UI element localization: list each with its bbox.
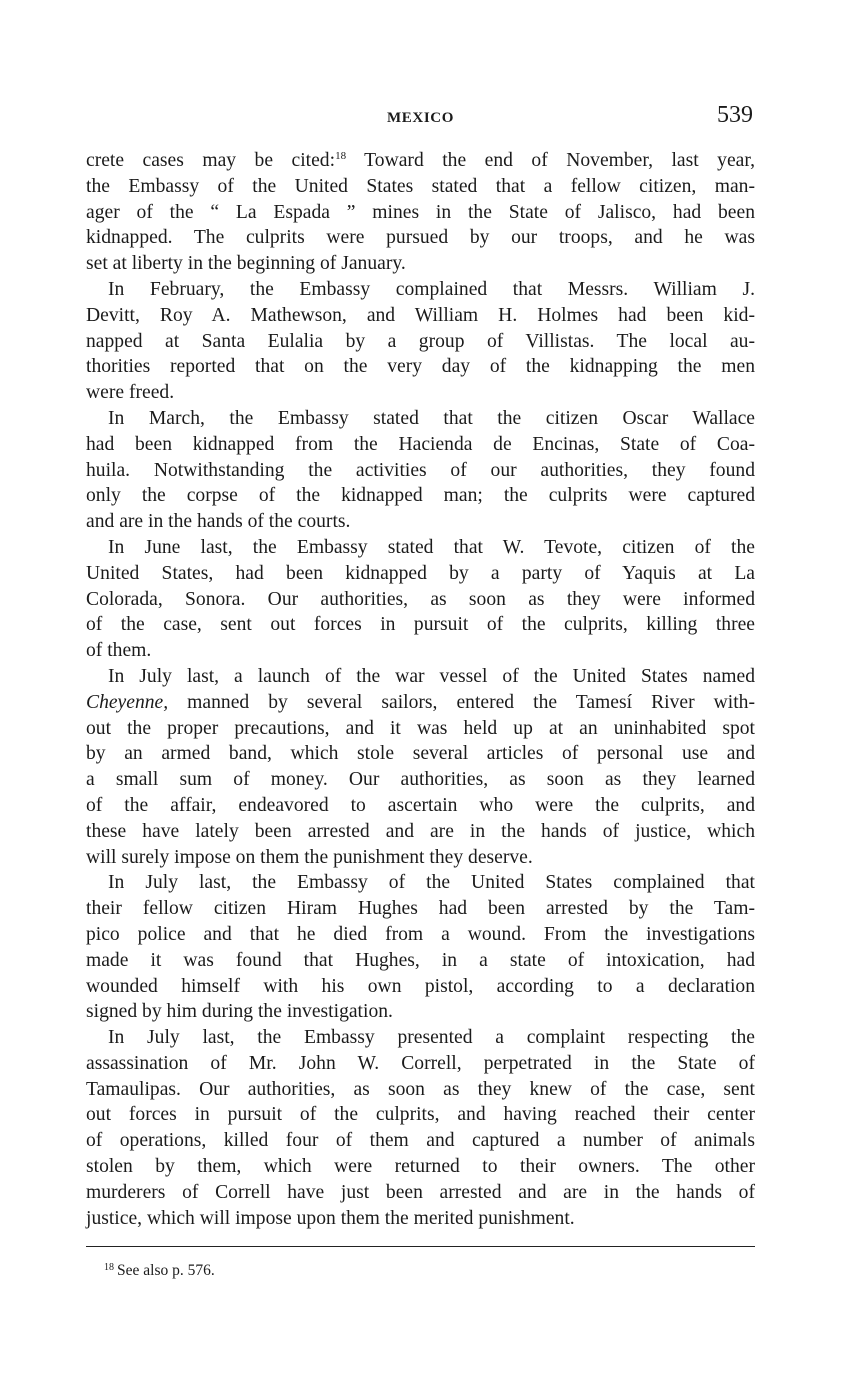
text-line: out the proper precautions, and it was held up at an uninhabited spot bbox=[86, 717, 755, 739]
text-line: a small sum of money. Our authorities, as soon as they learned bbox=[86, 769, 755, 791]
text-line: set at liberty in the beginning of January. bbox=[86, 253, 406, 275]
text-line: thorities reported that on the very day of the kidnapping the men bbox=[86, 356, 755, 378]
text-line: napped at Santa Eulalia by a group of Villistas. The local au- bbox=[86, 330, 755, 352]
footnote-reference: 18 bbox=[335, 150, 347, 162]
vessel-name: Cheyenne, bbox=[86, 691, 169, 713]
text-line: signed by him during the investigation. bbox=[86, 1001, 393, 1023]
text-span: manned by several sailors, entered the Tamesí River with- bbox=[168, 691, 755, 713]
text-line: by an armed band, which stole several articles of personal use and bbox=[86, 743, 755, 765]
text-line: In July last, the Embassy presented a complaint respecting the bbox=[108, 1027, 755, 1049]
text-line: made it was found that Hughes, in a state of intoxication, had bbox=[86, 949, 755, 971]
text-line: In February, the Embassy complained that Messrs. William J. bbox=[108, 278, 755, 300]
text-line: pico police and that he died from a wound. From the investigations bbox=[86, 923, 755, 945]
text-line: only the corpse of the kidnapped man; the culprits were captured bbox=[86, 485, 755, 507]
text-line bbox=[86, 148, 755, 174]
text-line: wounded himself with his own pistol, according to a declaration bbox=[86, 975, 755, 997]
text-line: of the affair, endeavored to ascertain who were the culprits, and bbox=[86, 794, 755, 816]
paragraph-7 bbox=[86, 1025, 755, 1231]
text-line: were freed. bbox=[86, 382, 175, 404]
text-line: justice, which will impose upon them the merited punishment. bbox=[86, 1207, 575, 1229]
text-line: Devitt, Roy A. Mathewson, and William H. Holmes had been kid- bbox=[86, 304, 755, 326]
text-line: Colorada, Sonora. Our authorities, as soon as they were informed bbox=[86, 588, 755, 610]
text-line: will surely impose on them the punishment they deserve. bbox=[86, 846, 533, 868]
text-line: of the case, sent out forces in pursuit of the culprits, killing three bbox=[86, 614, 755, 636]
text-span: crete cases may be cited: bbox=[86, 150, 336, 171]
text-line: In June last, the Embassy stated that W. Tevote, citizen of the bbox=[108, 536, 755, 558]
footnote-marker: 18 bbox=[104, 1262, 114, 1273]
text-line: Tamaulipas. Our authorities, as soon as they knew of the case, sent bbox=[86, 1078, 755, 1100]
body-text bbox=[86, 148, 755, 1231]
text-span: Toward the end of November, last year, bbox=[346, 150, 756, 171]
paragraph-2 bbox=[86, 277, 755, 406]
footnote bbox=[104, 1262, 215, 1280]
text-line: In March, the Embassy stated that the citizen Oscar Wallace bbox=[108, 407, 755, 429]
text-line: of operations, killed four of them and captured a number of animals bbox=[86, 1130, 755, 1152]
text-line: kidnapped. The culprits were pursued by our troops, and he was bbox=[86, 227, 755, 249]
text-line: murderers of Correll have just been arrested and are in the hands of bbox=[86, 1181, 755, 1203]
text-line: of them. bbox=[86, 640, 152, 662]
page-header bbox=[86, 102, 755, 136]
text-line: these have lately been arrested and are in the hands of justice, which bbox=[86, 820, 755, 842]
text-line: United States, had been kidnapped by a party of Yaquis at La bbox=[86, 562, 755, 584]
text-line: ager of the “ La Espada ” mines in the State of Jalisco, had been bbox=[86, 201, 755, 223]
text-line: stolen by them, which were returned to their owners. The other bbox=[86, 1156, 755, 1178]
text-line: In July last, the Embassy of the United States complained that bbox=[108, 872, 755, 894]
text-line: out forces in pursuit of the culprits, and having reached their center bbox=[86, 1104, 755, 1126]
paragraph-3 bbox=[86, 406, 755, 535]
text-line: huila. Notwithstanding the activities of our authorities, they found bbox=[86, 459, 755, 481]
text-line: had been kidnapped from the Hacienda de Encinas, State of Coa- bbox=[86, 433, 755, 455]
text-line bbox=[86, 690, 755, 716]
text-line: assassination of Mr. John W. Correll, perpetrated in the State of bbox=[86, 1052, 755, 1074]
text-line: In July last, a launch of the war vessel of the United States named bbox=[108, 665, 755, 687]
text-line: the Embassy of the United States stated that a fellow citizen, man- bbox=[86, 175, 755, 197]
text-line: their fellow citizen Hiram Hughes had been arrested by the Tam- bbox=[86, 898, 755, 920]
running-head: MEXICO bbox=[387, 110, 454, 126]
paragraph-6 bbox=[86, 870, 755, 1025]
paragraph-5 bbox=[86, 664, 755, 870]
footnote-text: See also p. 576. bbox=[117, 1262, 215, 1279]
page-number: 539 bbox=[717, 102, 753, 128]
text-line: and are in the hands of the courts. bbox=[86, 511, 351, 533]
footnote-divider bbox=[86, 1246, 755, 1247]
paragraph-1 bbox=[86, 148, 755, 277]
paragraph-4 bbox=[86, 535, 755, 664]
